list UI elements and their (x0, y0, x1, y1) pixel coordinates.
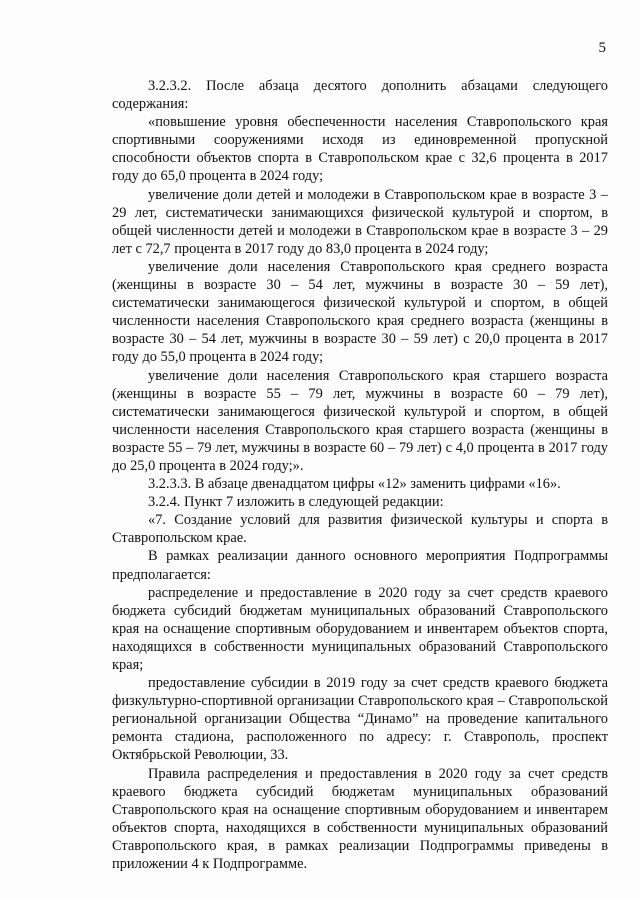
paragraph-middle-age-share: увеличение доли населения Ставропольского края среднего возраста (женщины в возрасте 30 – 54 лет, мужчины в возрасте 30 – 59 лет), систематически занимающегося физической культурой и спортом, в общей численности населения Ставропольского края среднего возраста (женщины в возрасте 30 – 54 лет, мужчины в возрасте 30 – 59 лет) с 20,0 процента в 2017 году до 55,0 процента в 2024 году; (112, 258, 608, 366)
paragraph-3-2-3-3: 3.2.3.3. В абзаце двенадцатом цифры «12» заменить цифрами «16». (148, 476, 561, 493)
paragraph-youth-share: увеличение доли детей и молодежи в Ставропольском крае в возрасте 3 – 29 лет, систематически занимающихся физической культурой и спортом, в общей численности детей и молодежи в Ставропольском крае в возрасте 3 – 29 лет с 72,7 процента в 2017 году до 83,0 процента в 2024 году; (112, 186, 608, 257)
page-number: 5 (598, 40, 606, 56)
paragraph-senior-share: увеличение доли населения Ставропольского края старшего возраста (женщины в возрасте 55 – 79 лет, мужчины в возрасте 60 – 79 лет), систематически занимающегося физической культурой и спортом, в общей численности населения Ставропольского края старшего возраста (женщины в возрасте 55 – 79 лет, мужчины в возрасте 60 – 79 лет) с 4,0 процента в 2017 году до 25,0 процента в 2024 году;». (112, 367, 608, 474)
paragraph-dinamo-subsidy: предоставление субсидии в 2019 году за счет средств краевого бюджета физкультурно-спортивной организации Ставропольского края – Ставропольской региональной организации Общества “Динамо” на проведение капитального ремонта стадиона, расположенного по адресу: г. Ставрополь, проспект Октябрьской Революции, 33. (112, 675, 608, 764)
document-body (112, 77, 608, 873)
paragraph-main-activity: В рамках реализации данного основного мероприятия Подпрограммы предполагается: (112, 548, 608, 583)
paragraph-sports-facilities: «повышение уровня обеспеченности населения Ставропольского края спортивными сооружениями исходя из единовременной пропускной способности объектов спорта в Ставропольском крае с 32,6 процента в 2017 году до 65,0 процента в 2024 году; (112, 114, 608, 185)
paragraph-3-2-4: 3.2.4. Пункт 7 изложить в следующей редакции: (148, 494, 444, 511)
paragraph-3-2-3-2: 3.2.3.2. После абзаца десятого дополнить абзацами следующего содержания: (112, 78, 608, 113)
paragraph-subsidy-distribution: распределение и предоставление в 2020 году за счет средств краевого бюджета субсидий бюджетам муниципальных образований Ставропольского края на оснащение спортивным оборудованием и инвентарем объектов спорта, находящихся в собственности муниципальных образований Ставропольского края; (112, 584, 608, 673)
paragraph-rules: Правила распределения и предоставления в 2020 году за счет средств краевого бюджета субсидий бюджетам муниципальных образований Ставропольского края на оснащение спортивным оборудованием и инвентарем объектов спорта, находящихся в собственности муниципальных образований Ставропольского края, в рамках реализации Подпрограммы приведены в приложении 4 к Подпрограмме. (112, 765, 608, 873)
paragraph-item-7: «7. Создание условий для развития физической культуры и спорта в Ставропольском крае. (112, 512, 608, 547)
